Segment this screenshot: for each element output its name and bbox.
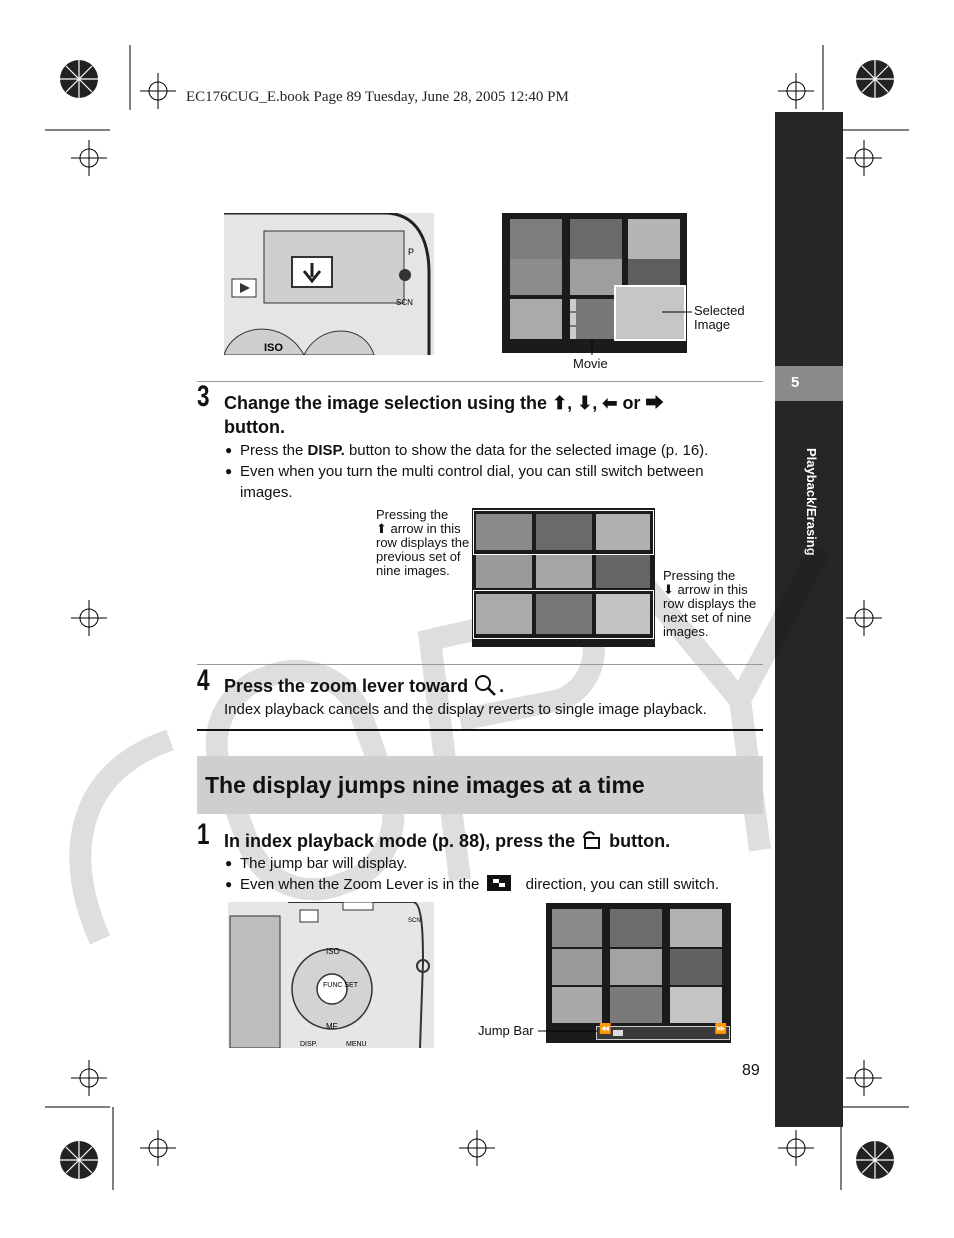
index-screen-step3 (472, 508, 655, 647)
book-header: EC176CUG_E.book Page 89 Tuesday, June 28, 2005 12:40 PM (186, 89, 569, 105)
bullet2-pre: Even when the Zoom Lever is in the (240, 876, 480, 893)
jump-bar[interactable] (596, 1026, 730, 1040)
bullet2-post: direction, you can still switch. (525, 876, 720, 893)
page-number: 89 (742, 1062, 760, 1079)
step-3-title (224, 391, 764, 439)
mode-p-label: P (408, 247, 415, 257)
down-arrow-icon-small: ⬇ (663, 582, 674, 597)
chapter-number: 5 (791, 374, 800, 391)
step-3-bullet-1 (225, 440, 755, 461)
caption-up-body: arrow in this row displays the previous set of nine images. (376, 521, 470, 578)
step-1-bullet-1: ● The jump bar will display. (225, 853, 765, 874)
step-1-number: 1 (197, 818, 210, 851)
step-4-title-text: Press the zoom lever toward (224, 676, 469, 696)
comma-2: , (592, 393, 598, 413)
menu-label: MENU (346, 1041, 367, 1048)
down-arrow-icon: ⬇ (577, 393, 593, 413)
step-1-title (224, 829, 670, 853)
step-3-number: 3 (197, 380, 210, 413)
jump-back-icon[interactable]: ⏪ (599, 1024, 612, 1035)
chapter-number-tab[interactable] (775, 366, 843, 401)
section-title: The display jumps nine images at a time (205, 772, 645, 798)
index-zoom-icon (483, 874, 521, 892)
disp-button-label: DISP. (307, 442, 345, 459)
step-4-number: 4 (197, 664, 210, 697)
step-3-title-end: button. (224, 417, 285, 437)
jump-bar-caption: Jump Bar (478, 1023, 534, 1038)
step-4-body: Index playback cancels and the display reverts to single image playback. (224, 701, 707, 718)
or-text: or (622, 393, 641, 413)
caption-down-row (663, 569, 763, 639)
jump-forward-icon[interactable]: ⏩ (714, 1024, 727, 1035)
movie-caption: Movie (573, 356, 608, 371)
caption-up-lead: Pressing the (376, 507, 449, 522)
scn-label: SCN (408, 918, 421, 924)
caption-up-row (376, 508, 472, 578)
bullet1-pre: Press the (240, 442, 308, 459)
caption-down-body: arrow in this row displays the next set of nine images. (663, 582, 757, 639)
step-1-title-text: In index playback mode (p. 88), press the (224, 831, 576, 851)
step-1-title-end: button. (609, 831, 671, 851)
bullet1-post: button to show the data for the selected image (p. 16). (344, 442, 709, 459)
comma-1: , (567, 393, 573, 413)
up-arrow-icon: ⬆ (552, 393, 568, 413)
callout-lines-fig1 (580, 300, 700, 360)
mf-label: MF (326, 1022, 338, 1031)
step-3-bullet-2: ● Even when you turn the multi control dial, you can still switch between images. (225, 461, 755, 503)
chapter-title: Playback/Erasing (804, 448, 819, 556)
selected-image-caption: Selected Image (694, 303, 745, 332)
caption-down-lead: Pressing the (663, 568, 736, 583)
mode-scn-label: SCN (396, 298, 413, 307)
jump-icon (580, 830, 604, 850)
step-1-bullet-2 (225, 874, 765, 895)
divider-step4 (197, 664, 763, 665)
camera-back-illustration (228, 902, 434, 1048)
step-1-bullets (225, 853, 765, 895)
section-rule (197, 729, 763, 731)
step-3-title-text: Change the image selection using the (224, 393, 548, 413)
divider-step3 (197, 381, 763, 382)
jump-bar-callout-line (536, 1024, 606, 1034)
camera-zoom-lever-illustration (224, 213, 434, 355)
step-3-bullets (225, 440, 755, 503)
iso-label: ISO (326, 947, 340, 956)
left-arrow-icon: ⬅ (602, 393, 618, 413)
up-arrow-icon-small: ⬆ (376, 521, 387, 536)
func-label: FUNC SET (323, 982, 358, 989)
step-4-title-end: . (499, 676, 505, 696)
jump-bar-position (613, 1030, 623, 1036)
magnifier-icon (473, 674, 499, 696)
step-4-title (224, 674, 504, 698)
index-screen-jump-bar (546, 903, 731, 1043)
right-arrow-icon: ⮕ (645, 393, 664, 413)
disp-label: DISP. (300, 1041, 318, 1048)
iso-button-label: ISO (264, 342, 283, 354)
